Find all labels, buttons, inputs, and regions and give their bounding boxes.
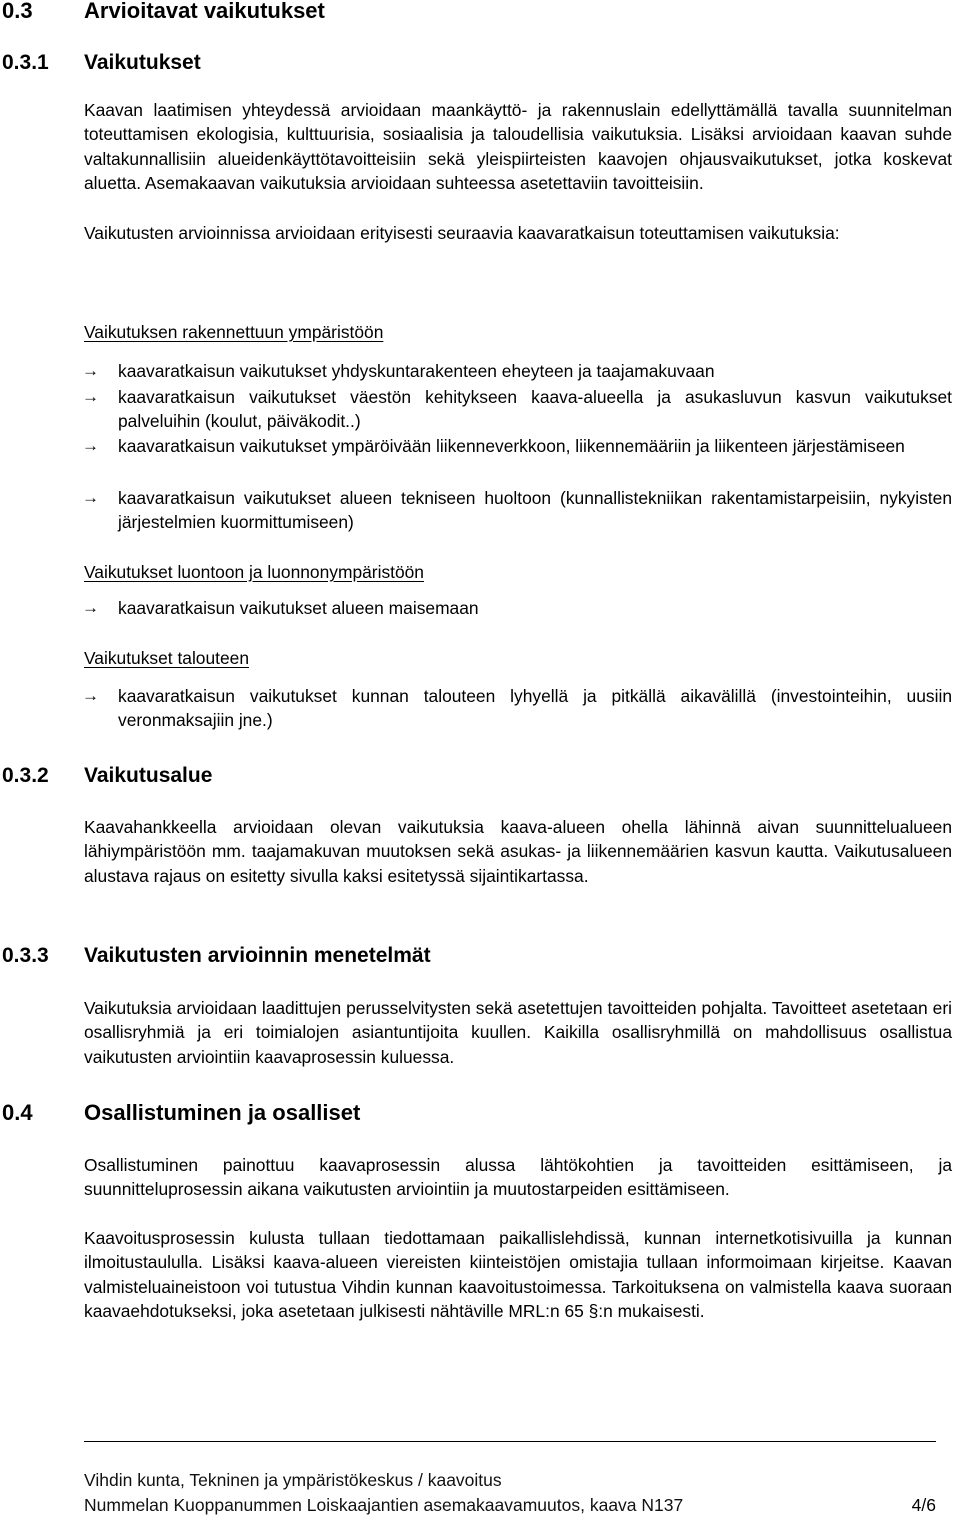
bullet-item: kaavaratkaisun vaikutukset kunnan talouteen lyhyellä ja pitkällä aikavälillä (investointeihin, uusiin veronmaksajiin jne.) <box>118 686 952 731</box>
paragraph-menetelmat: Vaikutuksia arvioidaan laadittujen perusselvitysten sekä asetettujen tavoitteiden pohjalta. Tavoitteet asetetaan eri osallisryhmiä ja eri toimialojen asiantuntijoita kuullen. Kaikilla osallisryhmillä on mahdollisuus osallistua vaikutusten arviointiin kaavaprosessin kuluessa. <box>84 998 952 1067</box>
paragraph-vaikutukset-list-intro: Vaikutusten arvioinnissa arvioidaan erityisesti seuraavia kaavaratkaisun toteuttamisen vaikutuksia: <box>84 223 840 243</box>
right-arrow-icon: → <box>82 361 99 380</box>
section-number-0-3-2: 0.3.2 <box>2 764 49 787</box>
paragraph-osallistuminen: Osallistuminen painottuu kaavaprosessin alussa lähtökohtien ja tavoitteiden esittämiseen, ja suunnitteluprosessin aikana vaikutusten arviointiin ja muutostarpeiden esittämiseen. <box>84 1155 952 1200</box>
section-number-0-3-3: 0.3.3 <box>2 944 49 967</box>
section-number-0-3-1: 0.3.1 <box>2 51 49 74</box>
section-title-arvioitavat-vaikutukset: Arvioitavat vaikutukset <box>84 0 325 23</box>
bullet-item: kaavaratkaisun vaikutukset yhdyskuntarakenteen eheyteen ja taajamakuvaan <box>118 361 715 381</box>
section-number-0-4: 0.4 <box>2 1100 33 1125</box>
bullet-item: kaavaratkaisun vaikutukset väestön kehitykseen kaava-alueella ja asukasluvun kasvun vaikutukset palveluihin (koulut, päiväkodit..) <box>118 387 952 432</box>
section-title-vaikutukset: Vaikutukset <box>84 51 201 74</box>
section-title-vaikutusalue: Vaikutusalue <box>84 764 213 787</box>
section-number-0-3: 0.3 <box>2 0 33 23</box>
right-arrow-icon: → <box>82 598 99 617</box>
right-arrow-icon: → <box>82 686 99 705</box>
bullet-item: kaavaratkaisun vaikutukset alueen maisemaan <box>118 598 479 618</box>
section-title-osallistuminen: Osallistuminen ja osalliset <box>84 1100 361 1125</box>
bullet-item: kaavaratkaisun vaikutukset alueen tekniseen huoltoon (kunnallistekniikan rakentamistarpeisiin, nykyisten järjestelmien kuormittumiseen) <box>118 488 952 533</box>
footer-organization: Vihdin kunta, Tekninen ja ympäristökeskus / kaavoitus <box>84 1470 502 1490</box>
right-arrow-icon: → <box>82 488 99 507</box>
paragraph-vaikutukset-intro: Kaavan laatimisen yhteydessä arvioidaan maankäyttö- ja rakennuslain edellyttämällä tavalla suunnitelman toteuttamisen ekologisia, kulttuurisia, sosiaalisia ja taloudellisia vaikutuksia. Lisäksi arvioidaan kaavan suhde valtakunnallisiin alueidenkäyttötavoitteisiin sekä yleispiirteisten kaavojen ohjausvaikutukset, jotka koskevat aluetta. Asemakaavan vaikutuksia arvioidaan suhteessa asetettaviin tavoitteisiin. <box>84 100 952 193</box>
page-number: 4/6 <box>911 1495 936 1515</box>
section-title-menetelmat: Vaikutusten arvioinnin menetelmät <box>84 944 431 967</box>
paragraph-vaikutusalue: Kaavahankkeella arvioidaan olevan vaikutuksia kaava-alueen ohella lähinnä aivan suunnittelualueen lähiympäristöön mm. taajamakuvan muutoksen sekä asukas- ja liikennemäärien kasvun kautta. Vaikutusalueen alustava rajaus on esitetty sivulla kaksi esitetyssä sijaintikartassa. <box>84 817 952 886</box>
footer-divider <box>84 1441 936 1442</box>
right-arrow-icon: → <box>82 387 99 406</box>
subheading-luonto: Vaikutukset luontoon ja luonnonympäristöön <box>84 562 424 582</box>
subheading-rakennettu-ymparisto: Vaikutuksen rakennettuun ympäristöön <box>84 322 384 342</box>
right-arrow-icon: → <box>82 436 99 455</box>
bullet-item: kaavaratkaisun vaikutukset ympäröivään liikenneverkkoon, liikennemääriin ja liikenteen järjestämiseen <box>118 436 905 456</box>
subheading-talous: Vaikutukset talouteen <box>84 648 249 668</box>
footer-document-title: Nummelan Kuoppanummen Loiskaajantien asemakaavamuutos, kaava N137 <box>84 1495 684 1515</box>
paragraph-kaavoitusprosessi: Kaavoitusprosessin kulusta tullaan tiedottamaan paikallislehdissä, kunnan internetkotisivuilla ja kunnan ilmoitustaululla. Lisäksi kaava-alueen viereisten kiinteistöjen omistajia tullaan informoimaan kirjeitse. Kaavan valmisteluaineistoon voi tutustua Vihdin kunnan kaavoitustoimessa. Tarkoituksena on valmistella kaava suoraan kaavaehdotukseksi, joka asetetaan julkisesti nähtäville MRL:n 65 §:n mukaisesti. <box>84 1228 952 1321</box>
